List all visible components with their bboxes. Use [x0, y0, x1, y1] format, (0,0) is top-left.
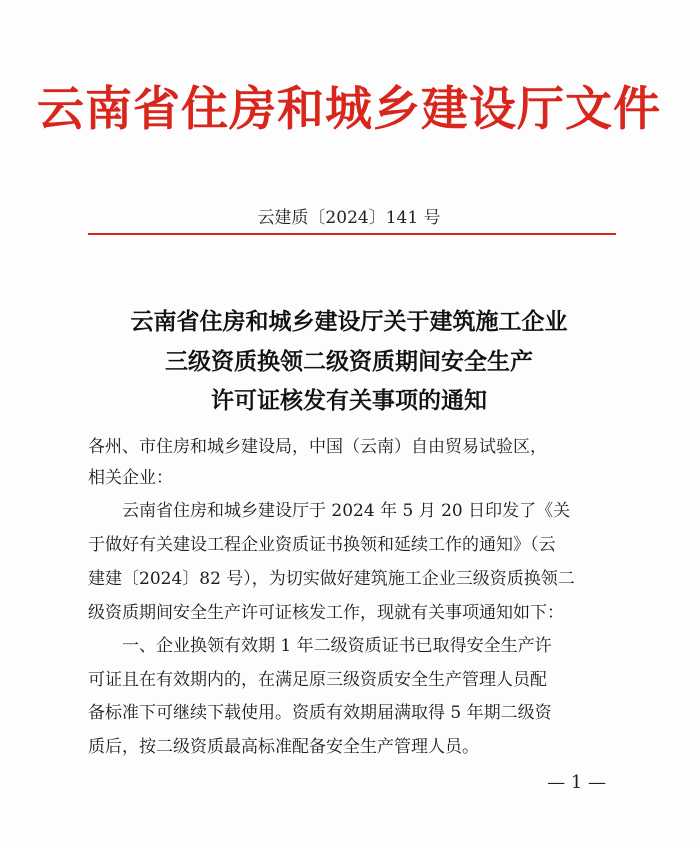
paragraph-1-line-4: 级资质期间安全生产许可证核发工作，现就有关事项通知如下： — [88, 603, 564, 623]
paragraph-2-line-1: 一、企业换领有效期 1 年二级资质证书已取得安全生产许 — [122, 636, 552, 656]
paragraph-1-line-3: 建建〔2024〕82 号），为切实做好建筑施工企业三级资质换领二 — [88, 569, 575, 589]
paragraph-2-line-3: 备标准下可继续下载使用。资质有效期届满取得 5 年期二级资 — [88, 703, 552, 723]
paragraph-1-line-2: 于做好有关建设工程企业资质证书换领和延续工作的通知》（云 — [88, 535, 556, 555]
addressee-line-1: 各州、市住房和城乡建设局，中国（云南）自由贸易试验区， — [88, 437, 547, 457]
addressee-line-2: 相关企业： — [88, 468, 173, 488]
notice-title-line-3: 许可证核发有关事项的通知 — [211, 387, 487, 414]
paragraph-2-line-4: 质后，按二级资质最高标准配备安全生产管理人员。 — [88, 737, 479, 757]
red-divider-line — [88, 233, 616, 235]
notice-title-line-2: 三级资质换领二级资质期间安全生产 — [165, 348, 533, 375]
issuing-authority-header: 云南省住房和城乡建设厅文件 — [37, 82, 661, 137]
page-number: — 1 — — [547, 772, 606, 793]
document-number: 云建质〔2024〕141 号 — [257, 208, 441, 228]
notice-title-line-1: 云南省住房和城乡建设厅关于建筑施工企业 — [130, 308, 568, 335]
paragraph-2-line-2: 可证且在有效期内的，在满足原三级资质安全生产管理人员配 — [88, 670, 547, 690]
paragraph-1-line-1: 云南省住房和城乡建设厅于 2024 年 5 月 20 日印发了《关 — [122, 501, 571, 521]
